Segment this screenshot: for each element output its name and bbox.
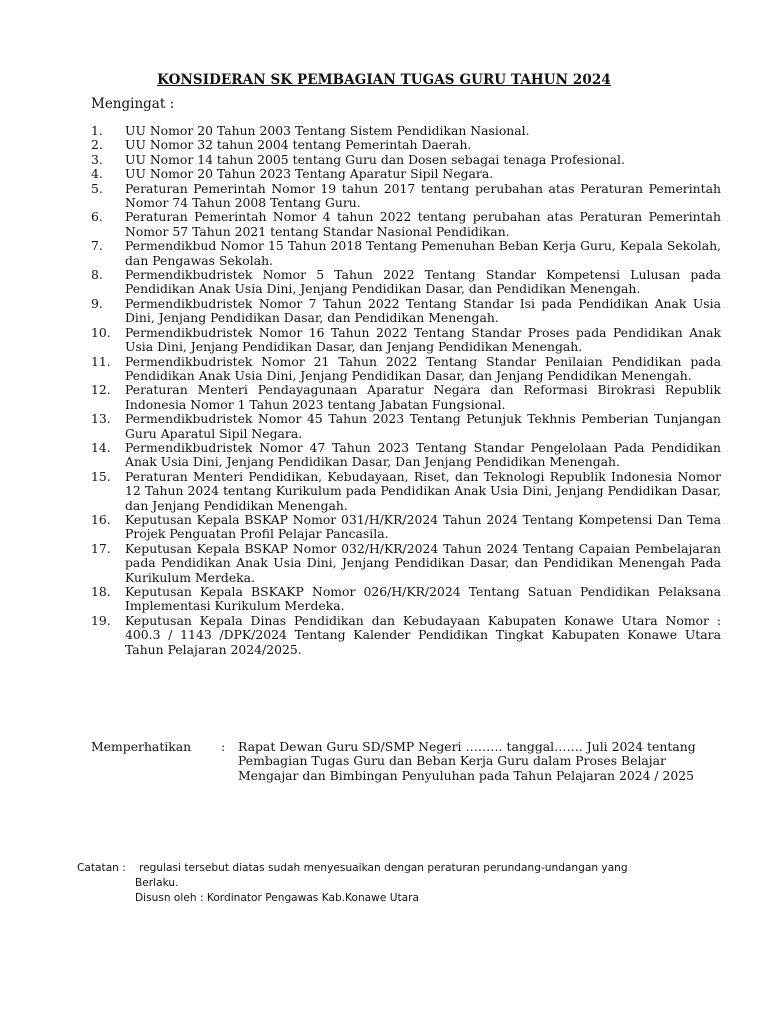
list-item-number: 18. <box>91 584 111 599</box>
catatan-section <box>77 861 717 906</box>
list-item-number: 10. <box>91 324 111 340</box>
list-item-number: 7. <box>91 238 103 254</box>
list-item <box>91 383 721 412</box>
list-item <box>91 355 721 384</box>
mengingat-label: Mengingat : <box>91 96 175 112</box>
memperhatikan-label: Memperhatikan <box>91 739 192 754</box>
list-item-text: Permendikbud Nomor 15 Tahun 2018 Tentang Pemenuhan Beban Kerja Guru, Kepala Sekolah, dan Pengawas Sekolah. <box>125 238 721 268</box>
list-item-number: 16. <box>91 511 111 527</box>
list-item <box>91 167 721 181</box>
list-item <box>91 210 721 239</box>
list-item <box>91 470 721 513</box>
document-title: KONSIDERAN SK PEMBAGIAN TUGAS GURU TAHUN 2024 <box>157 72 611 88</box>
list-item <box>91 268 721 297</box>
list-item-text: Keputusan Kepala BSKAP Nomor 032/H/KR/2024 Tahun 2024 Tentang Capaian Pembelajaran pada Pendidikan Anak Usia Dini, Jenjang Pendidikan Dasar, dan Pendidikan Menengah Pada Kurikulum Merdeka. <box>125 540 721 585</box>
list-item-text: Keputusan Kepala BSKAKP Nomor 026/H/KR/2024 Tentang Satuan Pendidikan Pelaksana Implementasi Kurikulum Merdeka. <box>125 584 721 614</box>
list-item-text: Permendikbudristek Nomor 45 Tahun 2023 Tentang Petunjuk Tekhnis Pemberian Tunjangan Guru Aparatul Sipil Negara. <box>125 411 721 441</box>
list-item <box>91 412 721 441</box>
list-item <box>91 239 721 268</box>
list-item <box>91 124 721 138</box>
list-item-text: Permendikbudristek Nomor 47 Tahun 2023 Tentang Standar Pengelolaan Pada Pendidikan Anak Usia Dini, Jenjang Pendidikan Dasar, Dan Jenjang Pendidikan Menengah. <box>125 439 721 470</box>
memperhatikan-section <box>91 740 726 783</box>
memperhatikan-colon: : <box>221 739 226 754</box>
list-item-number: 14. <box>91 439 111 455</box>
list-item <box>91 585 721 614</box>
list-item <box>91 297 721 326</box>
memperhatikan-text: Rapat Dewan Guru SD/SMP Negeri ……… tanggal……. Juli 2024 tentang Pembagian Tugas Guru dan Beban Kerja Guru dalam Proses Belajar Mengajar dan Bimbingan Penyuluhan pada Tahun Pelajaran 2024 / 2025 <box>238 739 696 783</box>
list-item <box>91 182 721 211</box>
regulation-list <box>91 124 721 657</box>
list-item-number: 5. <box>91 180 103 196</box>
catatan-line-2: Berlaku. <box>135 877 179 889</box>
list-item-number: 15. <box>91 468 111 484</box>
list-item <box>91 138 721 152</box>
list-item-text: Permendikbudristek Nomor 7 Tahun 2022 Tentang Standar Isi pada Pendidikan Anak Usia Dini, Jenjang Pendidikan Dasar, dan Pendidikan Menengah. <box>125 295 721 326</box>
list-item-text: Keputusan Kepala Dinas Pendidikan dan Kebudayaan Kabupaten Konawe Utara Nomor : 400.3 / 1143 /DPK/2024 Tentang Kalender Pendidikan Tingkat Kabupaten Konawe Utara Tahun Pelajaran 2024/2025. <box>125 612 721 657</box>
list-item-number: 8. <box>91 267 103 283</box>
catatan-label: Catatan : <box>77 862 126 874</box>
catatan-author: Disusn oleh : Kordinator Pengawas Kab.Konawe Utara <box>135 892 419 904</box>
list-item <box>91 441 721 470</box>
list-item-text: Permendikbudristek Nomor 16 Tahun 2022 Tentang Standar Proses pada Pendidikan Anak Usia Dini, Jenjang Pendidikan Dasar, dan Jenjang Pendidikan Menengah. <box>125 324 721 355</box>
catatan-line-1: regulasi tersebut diatas sudah menyesuaikan dengan peraturan perundang-undangan yang <box>139 862 628 874</box>
list-item <box>91 326 721 355</box>
list-item-text: Peraturan Pemerintah Nomor 4 tahun 2022 tentang perubahan atas Peraturan Pemerintah Nomor 57 Tahun 2021 tentang Standar Nasional Pendidikan. <box>125 209 721 239</box>
list-item-number: 6. <box>91 209 103 225</box>
list-item <box>91 614 721 657</box>
list-item-text: Permendikbudristek Nomor 21 Tahun 2022 Tentang Standar Penilaian Pendidikan pada Pendidikan Anak Usia Dini, Jenjang Pendidikan Dasar, dan Jenjang Pendidikan Menengah. <box>125 353 721 383</box>
list-item-number: 19. <box>91 612 111 628</box>
list-item-number: 17. <box>91 540 111 556</box>
list-item-number: 12. <box>91 382 111 398</box>
list-item-text: Keputusan Kepala BSKAP Nomor 031/H/KR/2024 Tahun 2024 Tentang Kompetensi Dan Tema Projek Penguatan Profil Pelajar Pancasila. <box>125 511 721 542</box>
list-item-text: UU Nomor 14 tahun 2005 tentang Guru dan Dosen sebagai tenaga Profesional. <box>125 151 625 167</box>
list-item <box>91 513 721 542</box>
list-item-text: UU Nomor 32 tahun 2004 tentang Pemerintah Daerah. <box>125 137 472 153</box>
list-item-text: Peraturan Menteri Pendidikan, Kebudayaan, Riset, dan Teknologi Republik Indonesia Nomor 12 Tahun 2024 tentang Kurikulum pada Pendidikan Anak Usia Dini, Jenjang Pendidikan Dasar, dan Jenjang Pendidikan Menengah. <box>125 468 721 513</box>
list-item-number: 3. <box>91 151 103 167</box>
list-item-number: 1. <box>91 123 103 138</box>
list-item-text: UU Nomor 20 Tahun 2023 Tentang Aparatur Sipil Negara. <box>125 166 494 182</box>
list-item-number: 9. <box>91 295 103 311</box>
list-item-text: Peraturan Menteri Pendayagunaan Aparatur Negara dan Reformasi Birokrasi Republik Indonesia Nomor 1 Tahun 2023 tentang Jabatan Fungsional. <box>125 382 721 412</box>
list-item-text: Peraturan Pemerintah Nomor 19 tahun 2017 tentang perubahan atas Peraturan Pemerintah Nomor 74 Tahun 2008 Tentang Guru. <box>125 180 721 211</box>
list-item-text: UU Nomor 20 Tahun 2003 Tentang Sistem Pendidikan Nasional. <box>125 123 530 138</box>
list-item-number: 13. <box>91 411 111 427</box>
list-item <box>91 153 721 167</box>
list-item-number: 4. <box>91 166 103 182</box>
list-item-text: Permendikbudristek Nomor 5 Tahun 2022 Tentang Standar Kompetensi Lulusan pada Pendidikan Anak Usia Dini, Jenjang Pendidikan Dasar, dan Pendidikan Menengah. <box>125 267 721 297</box>
list-item-number: 2. <box>91 137 103 153</box>
list-item-number: 11. <box>91 353 111 369</box>
list-item <box>91 542 721 585</box>
